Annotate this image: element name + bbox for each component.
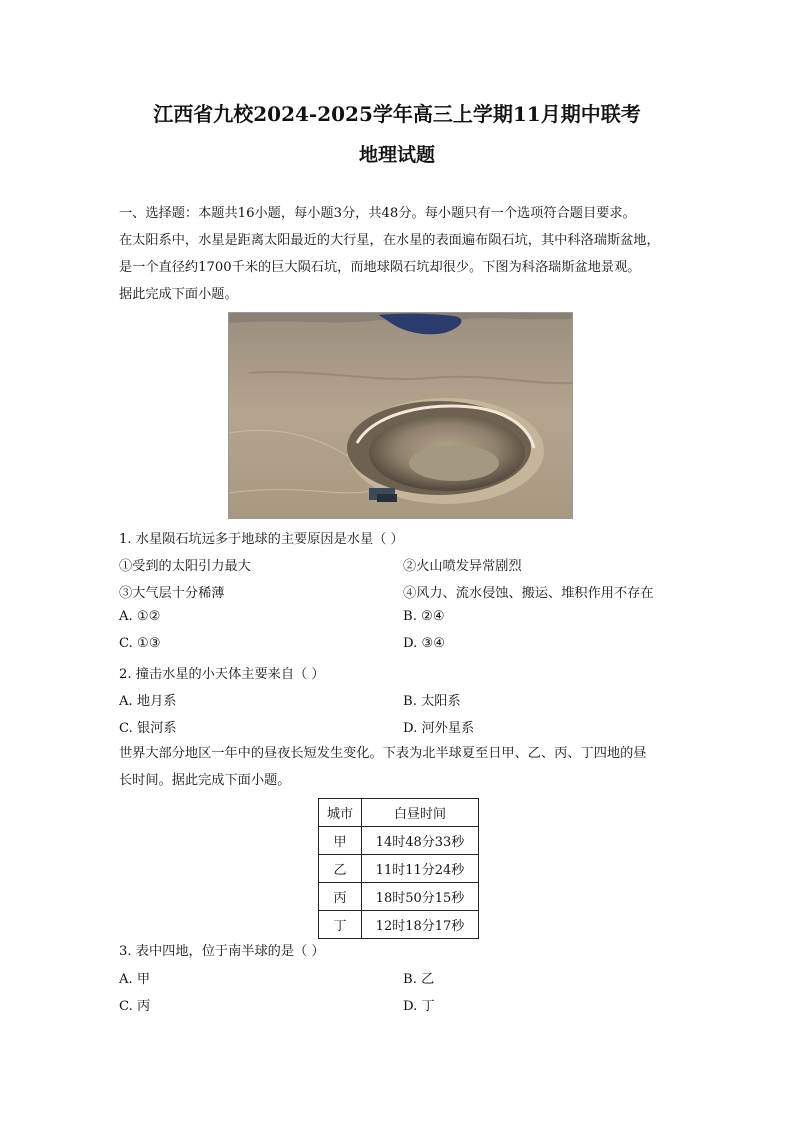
q2-option-b: B. 太阳系 xyxy=(403,694,461,709)
q3-option-d: D. 丁 xyxy=(403,999,435,1014)
table-header-row xyxy=(319,799,479,827)
intro-line: 一、选择题：本题共16小题，每小题3分，共48分。每小题只有一个选项符合题目要求。 xyxy=(119,206,636,221)
q2-option-a: A. 地月系 xyxy=(119,694,177,709)
intro-line: 在太阳系中，水星是距离太阳最近的大行星，在水星的表面遍布陨石坑，其中科洛瑞斯盆地， xyxy=(119,233,660,248)
table-row xyxy=(319,883,479,911)
q1-option-a: A. ①② xyxy=(119,609,161,624)
table-cell: 丁 xyxy=(319,911,362,939)
question-1-stem: 1. 水星陨石坑远多于地球的主要原因是水星（ ） xyxy=(119,532,404,547)
crater-photo xyxy=(228,312,573,519)
table-cell: 14时48分33秒 xyxy=(362,827,479,855)
q3-option-a: A. 甲 xyxy=(119,972,151,987)
table-cell: 乙 xyxy=(319,855,362,883)
page-title: 江西省九校2024-2025学年高三上学期11月期中联考 xyxy=(153,102,641,126)
q3-option-c: C. 丙 xyxy=(119,999,151,1014)
table-cell: 11时11分24秒 xyxy=(362,855,479,883)
intro2-line: 长时间。据此完成下面小题。 xyxy=(119,773,291,788)
question-3-stem: 3. 表中四地，位于南半球的是（ ） xyxy=(119,944,325,959)
section-intro xyxy=(119,200,689,308)
page-subtitle: 地理试题 xyxy=(358,144,435,166)
table-cell: 18时50分15秒 xyxy=(362,883,479,911)
q1-option-d: D. ③④ xyxy=(403,636,446,651)
table-cell: 甲 xyxy=(319,827,362,855)
q3-option-b: B. 乙 xyxy=(403,972,435,987)
table-cell: 丙 xyxy=(319,883,362,911)
intro2-line: 世界大部分地区一年中的昼夜长短发生变化。下表为北半球夏至日甲、乙、丙、丁四地的昼 xyxy=(119,746,647,761)
question-2-stem: 2. 撞击水星的小天体主要来自（ ） xyxy=(119,667,325,682)
intro-line: 是一个直径约1700千米的巨大陨石坑，而地球陨石坑却很少。下图为科洛瑞斯盆地景观。 xyxy=(119,260,641,275)
q1-statement-2: ②火山喷发异常剧烈 xyxy=(403,559,522,574)
table-row xyxy=(319,855,479,883)
crater-image xyxy=(229,313,572,518)
q2-option-d: D. 河外星系 xyxy=(403,721,475,736)
q1-statement-3: ③大气层十分稀薄 xyxy=(119,586,225,601)
table-header: 白昼时间 xyxy=(362,799,479,827)
q1-statement-4: ④风力、流水侵蚀、搬运、堆积作用不存在 xyxy=(403,586,654,601)
q2-option-c: C. 银河系 xyxy=(119,721,177,736)
table-row xyxy=(319,911,479,939)
daylight-table xyxy=(318,798,479,939)
intro-line: 据此完成下面小题。 xyxy=(119,287,238,302)
table-row xyxy=(319,827,479,855)
q1-statement-1: ①受到的太阳引力最大 xyxy=(119,559,251,574)
table-header: 城市 xyxy=(319,799,362,827)
q1-option-c: C. ①③ xyxy=(119,636,161,651)
q1-option-b: B. ②④ xyxy=(403,609,445,624)
table-cell: 12时18分17秒 xyxy=(362,911,479,939)
section-intro-2 xyxy=(119,740,689,794)
